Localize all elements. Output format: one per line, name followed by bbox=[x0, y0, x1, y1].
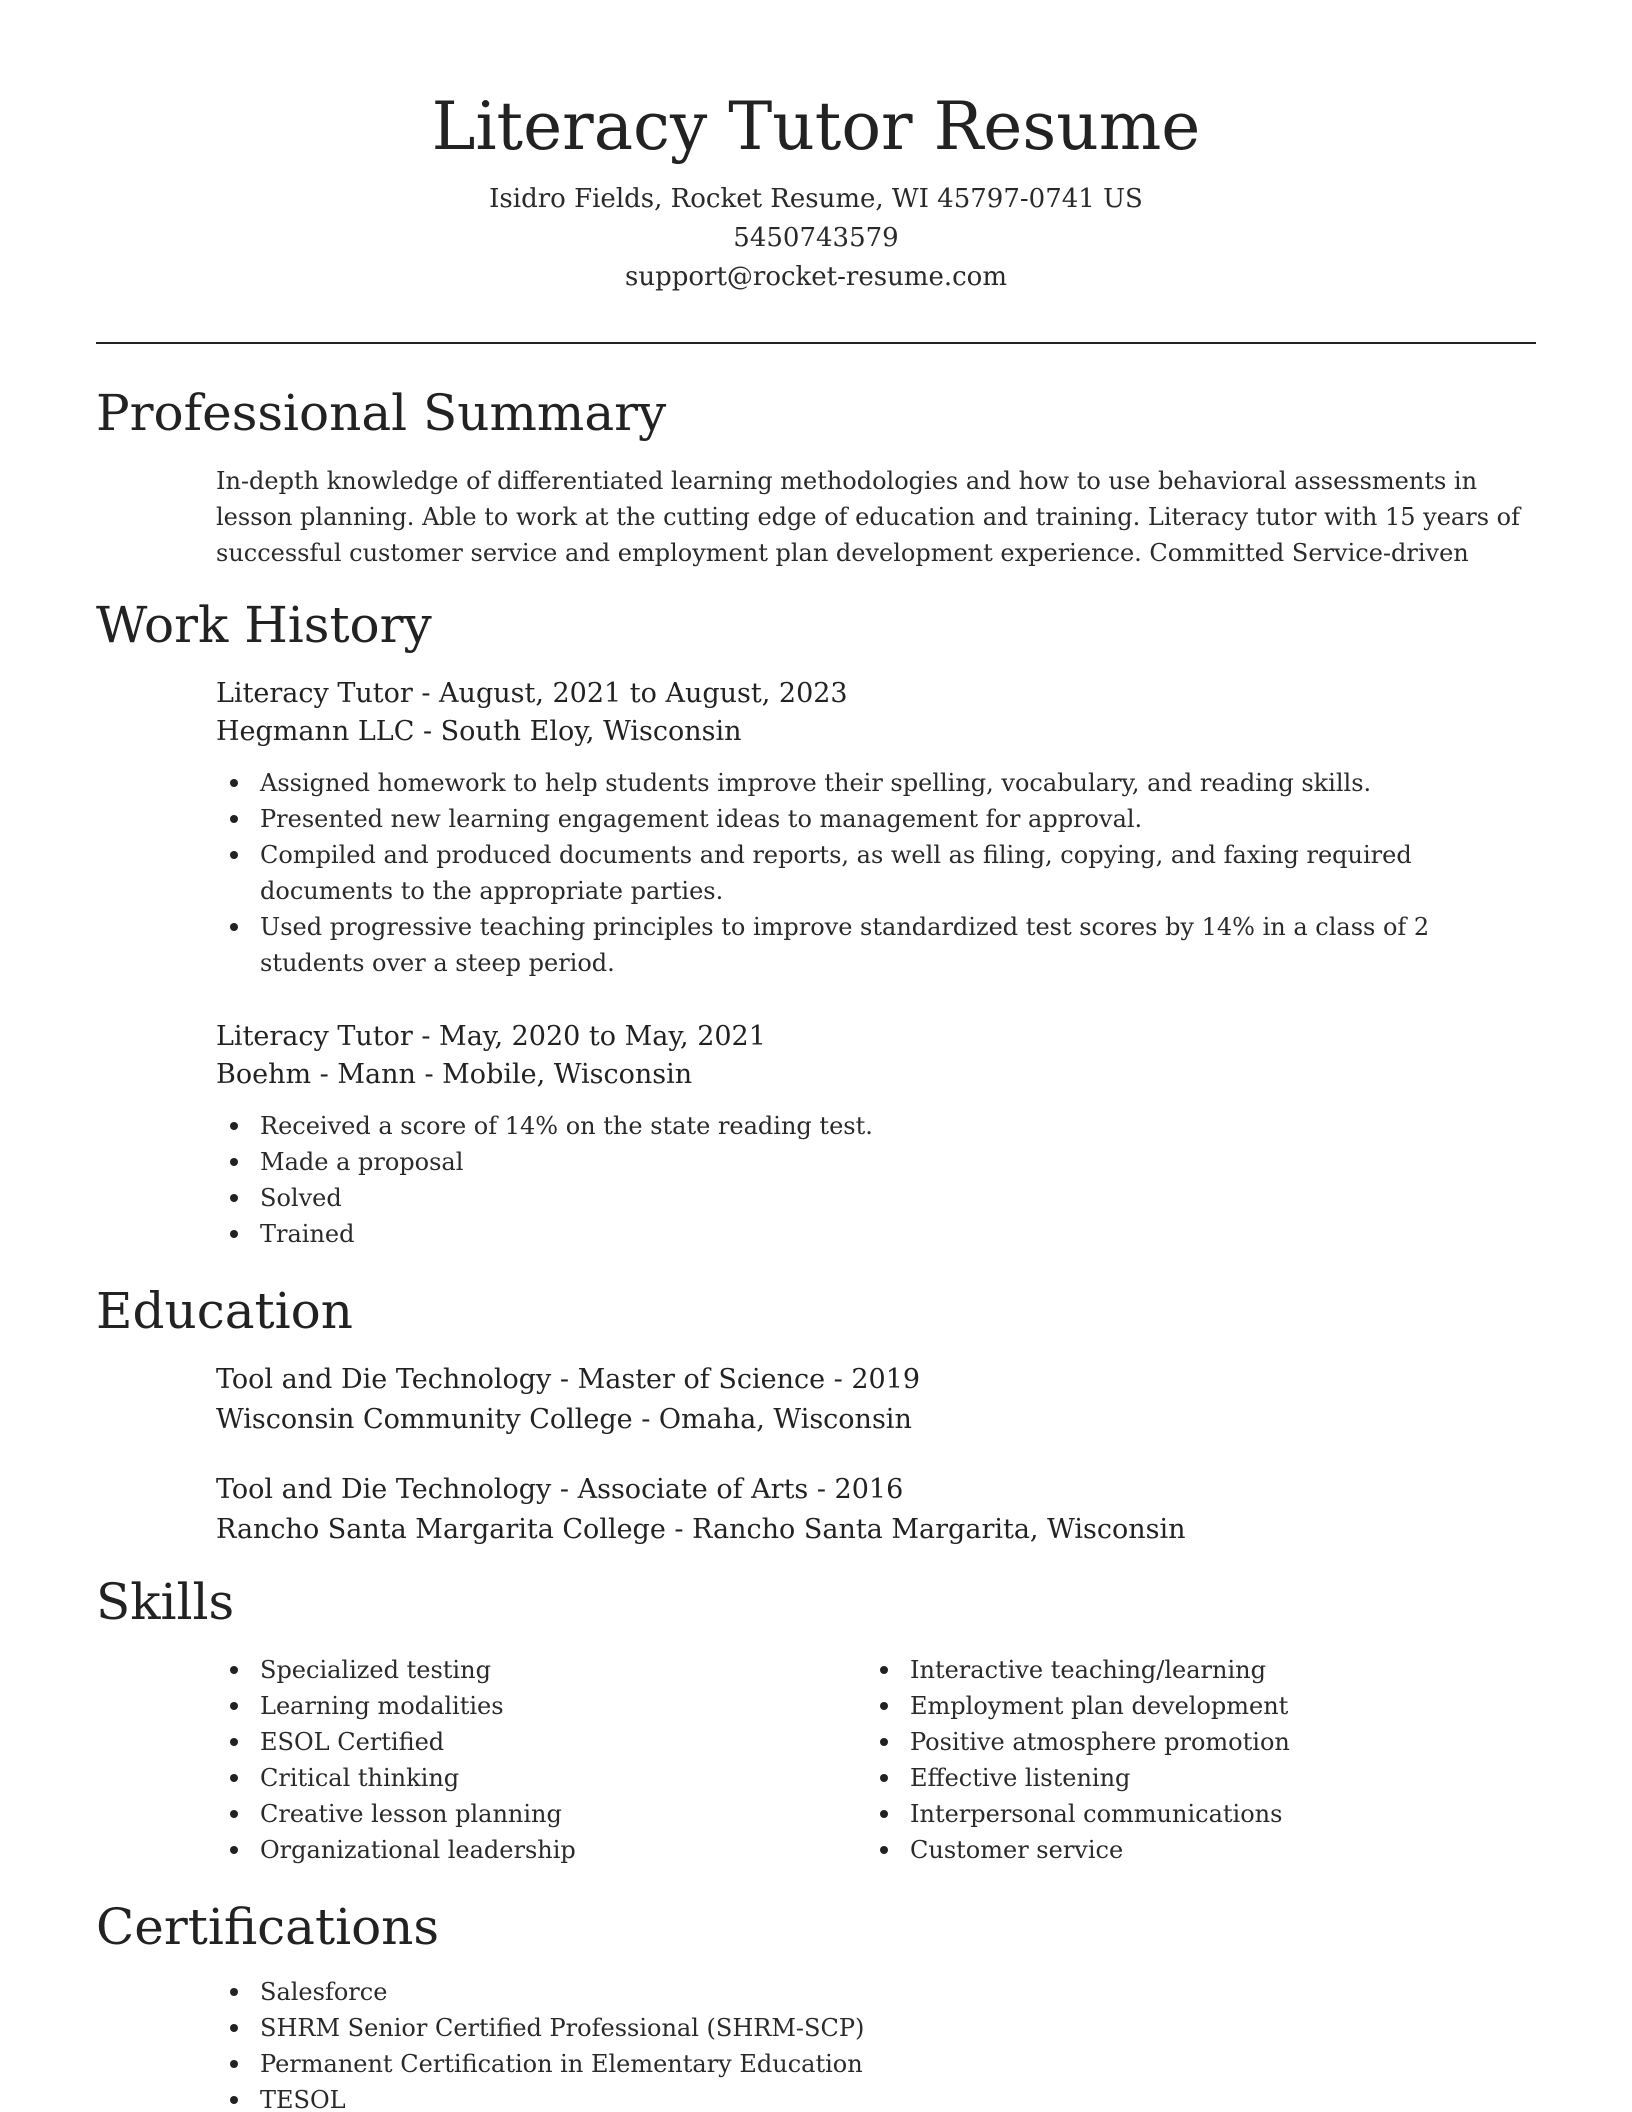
certifications-section bbox=[216, 1974, 1541, 2112]
bullet-icon bbox=[230, 1738, 238, 1746]
education-entry bbox=[216, 1470, 1541, 1550]
job-company-location: Boehm - Mann - Mobile, Wisconsin bbox=[216, 1059, 693, 1090]
list-item bbox=[216, 765, 1541, 801]
education-degree: Tool and Die Technology - Master of Science - 2019 bbox=[216, 1364, 921, 1395]
summary-heading: Professional Summary bbox=[96, 384, 667, 442]
education-degree: Tool and Die Technology - Associate of Arts - 2016 bbox=[216, 1474, 904, 1505]
summary-section bbox=[216, 463, 1541, 571]
bullet-icon bbox=[230, 779, 238, 787]
list-item bbox=[866, 1832, 1466, 1868]
skills-column-right bbox=[866, 1652, 1466, 1868]
list-item bbox=[866, 1688, 1466, 1724]
list-item bbox=[866, 1724, 1466, 1760]
skill-text: Organizational leadership bbox=[260, 1836, 576, 1864]
bullet-icon bbox=[880, 1810, 888, 1818]
header-divider bbox=[96, 342, 1536, 344]
job-title-dates: Literacy Tutor - May, 2020 to May, 2021 bbox=[216, 1021, 766, 1052]
bullet-icon bbox=[880, 1846, 888, 1854]
list-item bbox=[216, 1216, 1541, 1252]
education-entry bbox=[216, 1360, 1541, 1440]
list-item bbox=[216, 1688, 816, 1724]
list-item bbox=[216, 801, 1541, 837]
contact-email: support@rocket-resume.com bbox=[624, 262, 1007, 292]
education-heading: Education bbox=[96, 1282, 353, 1340]
bullet-icon bbox=[880, 1666, 888, 1674]
bullet-icon bbox=[880, 1738, 888, 1746]
skill-text: Customer service bbox=[910, 1836, 1124, 1864]
bullet-text: Compiled and produced documents and reports, as well as filing, copying, and faxing required documents to the appropriate parties. bbox=[260, 841, 1412, 905]
skill-text: Interpersonal communications bbox=[910, 1800, 1283, 1828]
bullet-icon bbox=[230, 1988, 238, 1996]
bullet-icon bbox=[880, 1702, 888, 1710]
list-item bbox=[216, 1974, 1541, 2010]
certifications-list bbox=[216, 1974, 1541, 2112]
list-item bbox=[216, 1108, 1541, 1144]
skill-text: ESOL Certified bbox=[260, 1728, 445, 1756]
bullet-text: Solved bbox=[260, 1184, 342, 1212]
list-item bbox=[866, 1760, 1466, 1796]
bullet-text: Received a score of 14% on the state reading test. bbox=[260, 1112, 873, 1140]
certification-text: Permanent Certification in Elementary Education bbox=[260, 2050, 863, 2078]
job-bullets bbox=[216, 1108, 1541, 1252]
list-item bbox=[216, 2010, 1541, 2046]
list-item bbox=[216, 1652, 816, 1688]
bullet-text: Assigned homework to help students improve their spelling, vocabulary, and reading skills. bbox=[260, 769, 1372, 797]
bullet-icon bbox=[230, 1846, 238, 1854]
certifications-heading: Certifications bbox=[96, 1898, 440, 1956]
list-item bbox=[216, 837, 1541, 909]
bullet-icon bbox=[230, 1158, 238, 1166]
skill-text: Effective listening bbox=[910, 1764, 1131, 1792]
bullet-text: Presented new learning engagement ideas to management for approval. bbox=[260, 805, 1143, 833]
list-item bbox=[216, 1796, 816, 1832]
list-item bbox=[216, 1180, 1541, 1216]
skill-text: Creative lesson planning bbox=[260, 1800, 562, 1828]
bullet-icon bbox=[230, 1122, 238, 1130]
bullet-icon bbox=[230, 1230, 238, 1238]
list-item bbox=[866, 1652, 1466, 1688]
bullet-icon bbox=[230, 1666, 238, 1674]
list-item bbox=[216, 2046, 1541, 2082]
certification-text: SHRM Senior Certified Professional (SHRM-SCP) bbox=[260, 2014, 865, 2042]
education-school: Rancho Santa Margarita College - Rancho Santa Margarita, Wisconsin bbox=[216, 1514, 1186, 1545]
list-item bbox=[216, 1832, 816, 1868]
list-item bbox=[216, 1760, 816, 1796]
bullet-icon bbox=[230, 923, 238, 931]
skills-list bbox=[216, 1652, 816, 1868]
skill-text: Learning modalities bbox=[260, 1692, 504, 1720]
bullet-text: Used progressive teaching principles to improve standardized test scores by 14% in a class of 2 students over a steep period. bbox=[260, 913, 1430, 977]
bullet-icon bbox=[230, 1194, 238, 1202]
contact-block bbox=[0, 180, 1632, 297]
list-item bbox=[216, 909, 1541, 981]
skills-list bbox=[866, 1652, 1466, 1868]
job-entry bbox=[216, 1018, 1541, 1252]
bullet-icon bbox=[230, 2060, 238, 2068]
skill-text: Critical thinking bbox=[260, 1764, 460, 1792]
list-item bbox=[866, 1796, 1466, 1832]
job-title-dates: Literacy Tutor - August, 2021 to August, 2023 bbox=[216, 678, 848, 709]
certification-text: TESOL bbox=[260, 2086, 346, 2112]
bullet-icon bbox=[230, 1702, 238, 1710]
list-item bbox=[216, 1724, 816, 1760]
contact-phone: 5450743579 bbox=[733, 223, 899, 253]
contact-address: Isidro Fields, Rocket Resume, WI 45797-0741 US bbox=[489, 184, 1143, 214]
bullet-icon bbox=[230, 815, 238, 823]
bullet-icon bbox=[230, 2096, 238, 2104]
bullet-text: Made a proposal bbox=[260, 1148, 464, 1176]
education-school: Wisconsin Community College - Omaha, Wisconsin bbox=[216, 1404, 912, 1435]
bullet-text: Trained bbox=[260, 1220, 355, 1248]
bullet-icon bbox=[230, 851, 238, 859]
bullet-icon bbox=[230, 1810, 238, 1818]
job-company-location: Hegmann LLC - South Eloy, Wisconsin bbox=[216, 716, 742, 747]
list-item bbox=[216, 2082, 1541, 2112]
skill-text: Employment plan development bbox=[910, 1692, 1289, 1720]
bullet-icon bbox=[230, 2024, 238, 2032]
skills-heading: Skills bbox=[96, 1573, 235, 1631]
skill-text: Interactive teaching/learning bbox=[910, 1656, 1266, 1684]
skill-text: Positive atmosphere promotion bbox=[910, 1728, 1290, 1756]
job-bullets bbox=[216, 765, 1541, 981]
bullet-icon bbox=[230, 1774, 238, 1782]
summary-text: In-depth knowledge of differentiated learning methodologies and how to use behavioral assessments in lesson planning. Able to work at the cutting edge of education and training. Literacy tutor with 15 years of successful customer service and employment plan development experience. Committed Service-driven bbox=[216, 467, 1520, 567]
work-history-heading: Work History bbox=[96, 596, 432, 654]
skill-text: Specialized testing bbox=[260, 1656, 491, 1684]
resume-header bbox=[0, 82, 1632, 297]
page-title: Literacy Tutor Resume bbox=[431, 88, 1201, 165]
skills-column-left bbox=[216, 1652, 816, 1868]
bullet-icon bbox=[880, 1774, 888, 1782]
job-entry bbox=[216, 675, 1541, 981]
certification-text: Salesforce bbox=[260, 1978, 388, 2006]
list-item bbox=[216, 1144, 1541, 1180]
